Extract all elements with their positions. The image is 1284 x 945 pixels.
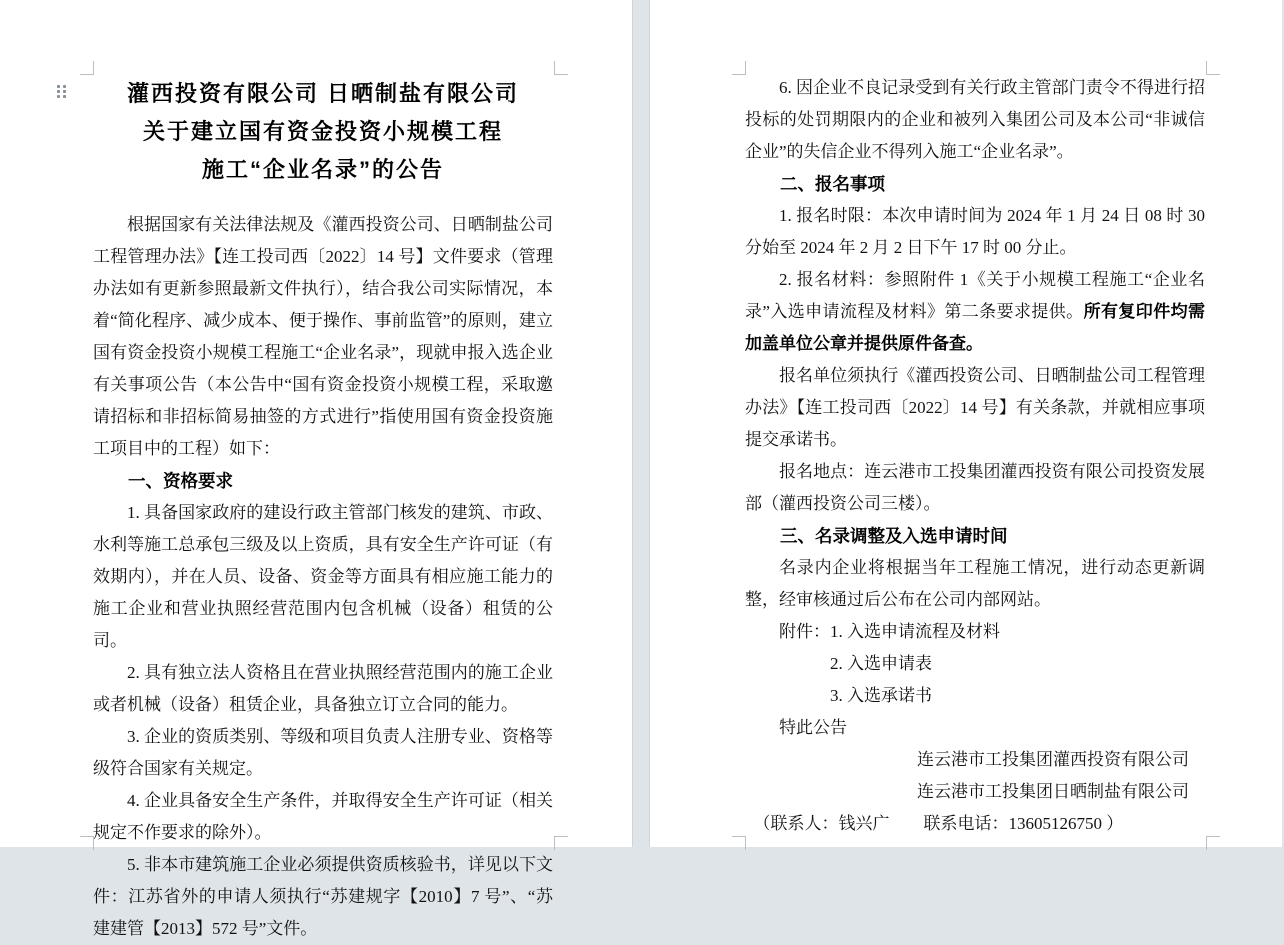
section-1-item: 3. 企业的资质类别、等级和项目负责人注册专业、资格等级符合国家有关规定。: [93, 727, 553, 778]
section-1-item: 6. 因企业不良记录受到有关行政主管部门责令不得进行招投标的处罚期限内的企业和被列入集团公司及本公司“非诚信企业”的失信企业不得列入施工“企业名录”。: [745, 78, 1205, 161]
margin-corner-mark: [732, 61, 746, 75]
intro-paragraph: 根据国家有关法律法规及《灌西投资公司、日晒制盐公司工程管理办法》【连工投司西〔2022〕14 号】文件要求（管理办法如有更新参照最新文件执行），结合我公司实际情况，本着“简化程序、减少成本、便于操作、事前监管”的原则，建立国有资金投资小规模工程施工“企业名录”，现就申报入选企业有关事项公告（本公告中“国有资金投资小规模工程，采取邀请招标和非招标简易抽签的方式进行”指使用国有资金投资施工项目中的工程）如下：: [93, 215, 553, 458]
section-1-item: 4. 企业具备安全生产条件，并取得安全生产许可证（相关规定不作要求的除外）。: [93, 791, 553, 842]
closing-line: 特此公告: [779, 718, 847, 737]
title-line: 灌西投资有限公司 日晒制盐有限公司: [126, 81, 520, 106]
attachment-line: 附件：1. 入选申请流程及材料: [779, 622, 1000, 641]
section-1-item: 2. 具有独立法人资格且在营业执照经营范围内的施工企业或者机械（设备）租赁企业，具备独立订立合同的能力。: [93, 663, 553, 714]
paragraph-adjust: 名录内企业将根据当年工程施工情况，进行动态更新调整，经审核通过后公布在公司内部网站。: [745, 558, 1205, 609]
margin-corner-mark: [80, 61, 94, 75]
section-2-item-bold-text: 所有复印件均需加盖单位公章并提供原件备查。: [745, 302, 1206, 353]
section-2-item-text: 2. 报名材料：参照附件 1《关于小规模工程施工“企业名录”入选申请流程及材料》第二条要求提供。: [745, 270, 1205, 321]
section-3-heading: 三、名录调整及入选申请时间: [780, 526, 1008, 546]
title-line: 关于建立国有资金投资小规模工程: [142, 119, 503, 144]
attachment-line: 2. 入选申请表: [830, 654, 932, 673]
margin-corner-mark: [554, 61, 568, 75]
section-2-item: [745, 264, 1205, 360]
page-2[interactable]: [649, 0, 1282, 847]
paragraph-exec: 报名单位须执行《灌西投资公司、日晒制盐公司工程管理办法》【连工投司西〔2022〕14 号】有关条款，并就相应事项提交承诺书。: [745, 366, 1205, 449]
paragraph-location: 报名地点：连云港市工投集团灌西投资有限公司投资发展部（灌西投资公司三楼）。: [745, 462, 1205, 513]
margin-corner-mark: [1206, 61, 1220, 75]
section-1-item: 1. 具备国家政府的建设行政主管部门核发的建筑、市政、水利等施工总承包三级及以上资质，具有安全生产许可证（有效期内），并在人员、设备、资金等方面具有相应施工能力的施工企业和营业执照经营范围内包含机械（设备）租赁的公司。: [93, 503, 553, 650]
margin-corner-mark: [554, 836, 568, 850]
margin-corner-mark: [732, 836, 746, 850]
title-line: 施工“企业名录”的公告: [201, 157, 444, 182]
section-2-item: 1. 报名时限：本次申请时间为 2024 年 1 月 24 日 08 时 30 分始至 2024 年 2 月 2 日下午 17 时 00 分止。: [745, 206, 1205, 257]
signature-line: 连云港市工投集团日晒制盐有限公司: [917, 782, 1189, 801]
drag-handle-icon[interactable]: [57, 85, 66, 98]
contact-line: （联系人：钱兴广 联系电话：13605126750 ）: [753, 814, 1124, 833]
document-title: [93, 75, 553, 189]
margin-corner-mark: [1206, 836, 1220, 850]
margin-corner-mark: [80, 836, 94, 850]
page-gap: [633, 0, 649, 847]
signature-line: 连云港市工投集团灌西投资有限公司: [917, 750, 1189, 769]
section-1-heading: 一、资格要求: [128, 471, 233, 491]
section-2-heading: 二、报名事项: [780, 174, 885, 194]
page-1[interactable]: [0, 0, 633, 938]
section-1-item: 5. 非本市建筑施工企业必须提供资质核验书，详见以下文件：江苏省外的申请人须执行“苏建规字【2010】7 号”、“苏建建管【2013】572 号”文件。: [93, 855, 553, 938]
attachment-line: 3. 入选承诺书: [830, 686, 932, 705]
